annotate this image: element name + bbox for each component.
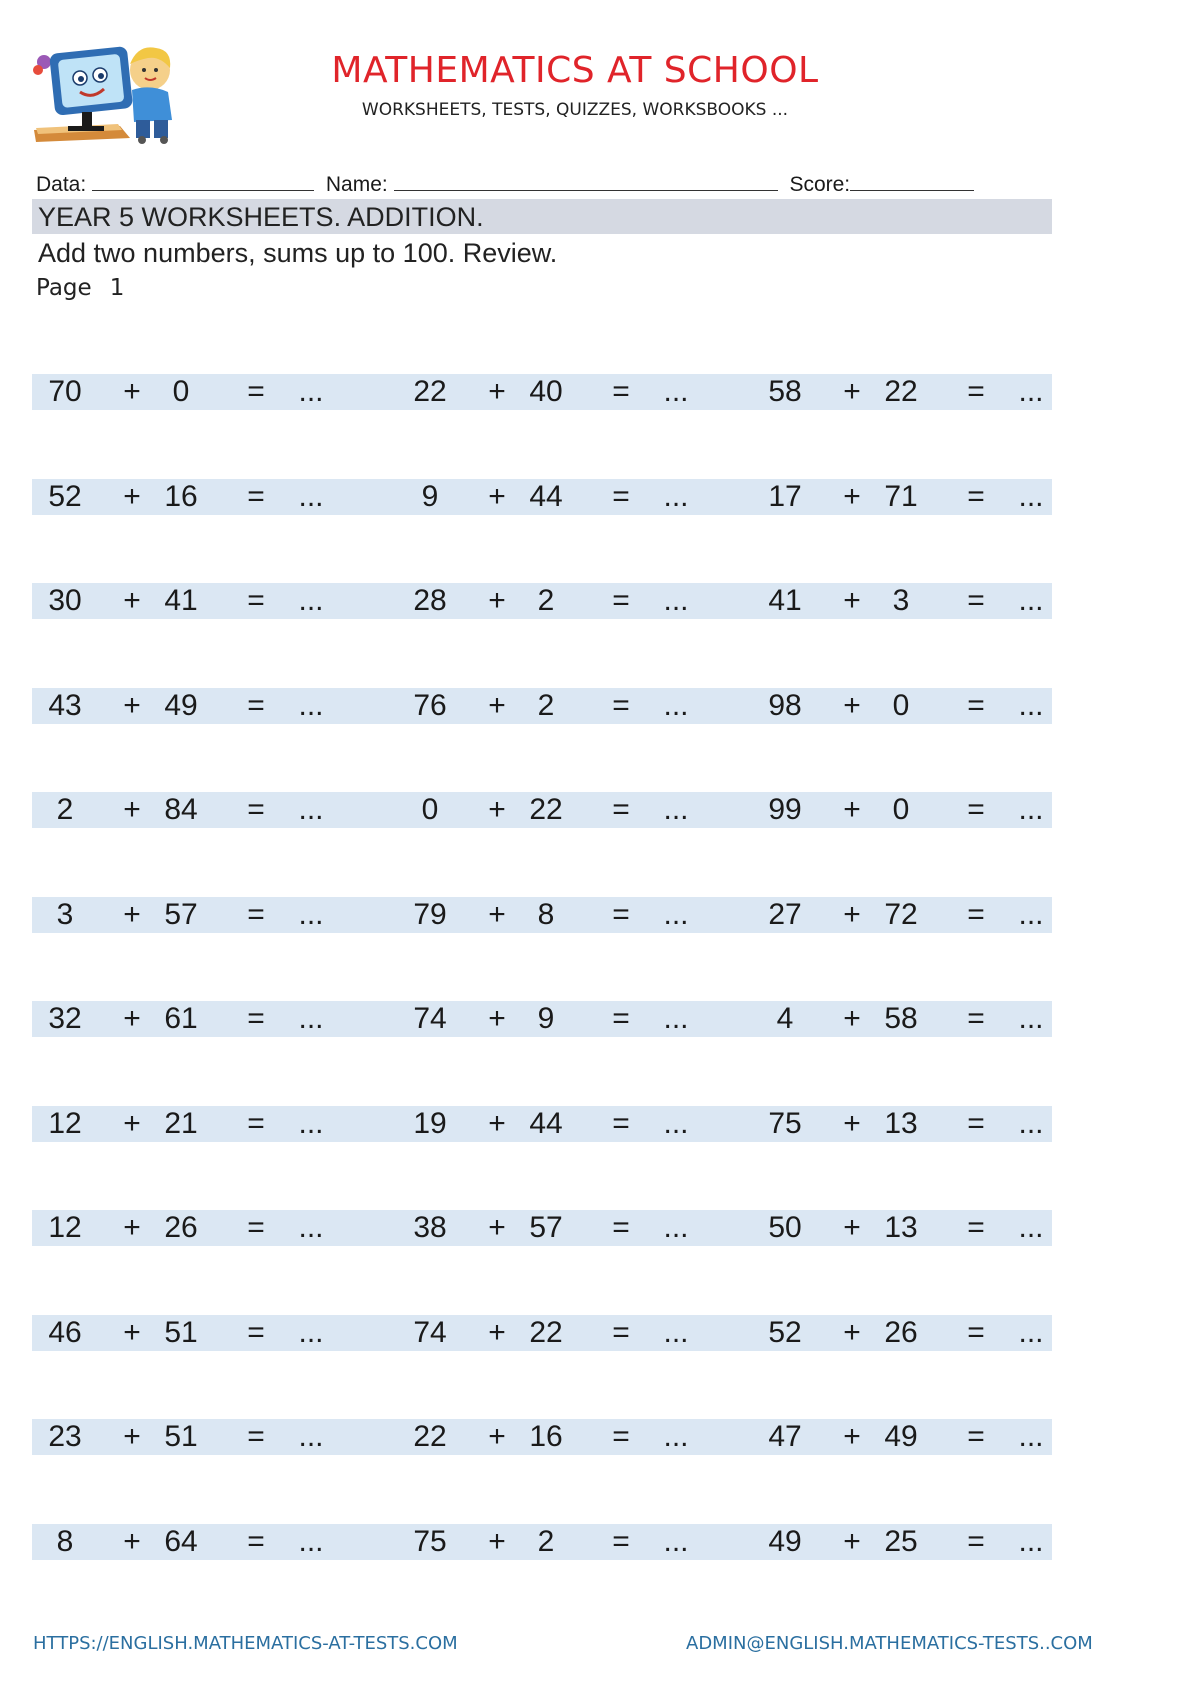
answer-blank[interactable]: ... (663, 1002, 689, 1035)
first-addend: 28 (413, 584, 447, 617)
answer-blank[interactable]: ... (298, 793, 324, 826)
plus-sign: + (123, 688, 141, 722)
plus-sign: + (843, 1524, 861, 1558)
answer-blank[interactable]: ... (1018, 688, 1044, 722)
answer-blank[interactable]: ... (663, 688, 689, 722)
second-addend: 0 (892, 688, 910, 722)
answer-blank[interactable]: ... (298, 1106, 324, 1140)
first-addend: 52 (48, 479, 82, 513)
answer-blank[interactable]: ... (298, 1211, 324, 1244)
equals-sign: = (247, 1524, 265, 1558)
score-label: Score: (789, 173, 851, 196)
plus-sign: + (488, 1106, 506, 1140)
second-addend: 44 (529, 1106, 563, 1140)
plus-sign: + (488, 1211, 506, 1244)
data-label: Data: (36, 173, 87, 196)
first-addend: 22 (413, 375, 447, 408)
first-addend: 98 (768, 688, 802, 722)
plus-sign: + (843, 688, 861, 722)
second-addend: 84 (164, 793, 198, 826)
answer-blank[interactable]: ... (1018, 1211, 1044, 1244)
equals-sign: = (967, 793, 985, 826)
first-addend: 41 (768, 584, 802, 617)
name-label: Name: (325, 173, 388, 196)
second-addend: 61 (164, 1002, 198, 1035)
first-addend: 76 (413, 688, 447, 722)
site-subtitle: WORKSHEETS, TESTS, QUIZZES, WORKSBOOKS ... (361, 100, 789, 120)
first-addend: 30 (48, 584, 82, 617)
equals-sign: = (967, 375, 985, 408)
plus-sign: + (123, 1002, 141, 1035)
first-addend: 46 (48, 1315, 82, 1349)
answer-blank[interactable]: ... (298, 897, 324, 931)
plus-sign: + (123, 1524, 141, 1558)
problem-row (32, 792, 1052, 828)
equals-sign: = (247, 375, 265, 408)
second-addend: 57 (529, 1211, 563, 1244)
equals-sign: = (612, 479, 630, 513)
second-addend: 72 (884, 897, 918, 931)
first-addend: 3 (56, 897, 74, 931)
equals-sign: = (247, 479, 265, 513)
plus-sign: + (488, 688, 506, 722)
first-addend: 12 (48, 1106, 82, 1140)
first-addend: 74 (413, 1315, 447, 1349)
equals-sign: = (612, 688, 630, 722)
second-addend: 22 (529, 793, 563, 826)
answer-blank[interactable]: ... (663, 1420, 689, 1453)
first-addend: 47 (768, 1420, 802, 1453)
first-addend: 17 (768, 479, 802, 513)
name-blank[interactable] (394, 170, 778, 191)
second-addend: 16 (164, 479, 198, 513)
answer-blank[interactable]: ... (663, 1211, 689, 1244)
answer-blank[interactable]: ... (1018, 1002, 1044, 1035)
plus-sign: + (123, 1211, 141, 1244)
answer-blank[interactable]: ... (663, 584, 689, 617)
score-blank[interactable] (850, 170, 974, 191)
second-addend: 22 (884, 375, 918, 408)
equals-sign: = (612, 1106, 630, 1140)
data-blank[interactable] (92, 170, 314, 191)
first-addend: 12 (48, 1211, 82, 1244)
equals-sign: = (967, 688, 985, 722)
problem-row (32, 479, 1052, 515)
first-addend: 49 (768, 1524, 802, 1558)
second-addend: 57 (164, 897, 198, 931)
equals-sign: = (967, 1420, 985, 1453)
footer-website[interactable]: HTTPS://ENGLISH.MATHEMATICS-AT-TESTS.COM (33, 1633, 458, 1654)
answer-blank[interactable]: ... (1018, 1420, 1044, 1453)
plus-sign: + (843, 897, 861, 931)
equals-sign: = (967, 584, 985, 617)
plus-sign: + (123, 1315, 141, 1349)
first-addend: 75 (768, 1106, 802, 1140)
equals-sign: = (612, 1211, 630, 1244)
plus-sign: + (488, 793, 506, 826)
equals-sign: = (612, 793, 630, 826)
page-number: 1 (109, 275, 125, 301)
answer-blank[interactable]: ... (1018, 1524, 1044, 1558)
plus-sign: + (843, 793, 861, 826)
plus-sign: + (123, 375, 141, 408)
answer-blank[interactable]: ... (663, 1524, 689, 1558)
plus-sign: + (488, 1002, 506, 1035)
worksheet-heading: YEAR 5 WORKSHEETS. ADDITION. (38, 202, 484, 232)
plus-sign: + (843, 375, 861, 408)
first-addend: 0 (421, 793, 439, 826)
equals-sign: = (612, 584, 630, 617)
second-addend: 13 (884, 1211, 918, 1244)
second-addend: 13 (884, 1106, 918, 1140)
equals-sign: = (967, 897, 985, 931)
answer-blank[interactable]: ... (1018, 1106, 1044, 1140)
second-addend: 49 (884, 1420, 918, 1453)
second-addend: 25 (884, 1524, 918, 1558)
answer-blank[interactable]: ... (1018, 584, 1044, 617)
answer-blank[interactable]: ... (1018, 375, 1044, 408)
first-addend: 74 (413, 1002, 447, 1035)
first-addend: 32 (48, 1002, 82, 1035)
second-addend: 40 (529, 375, 563, 408)
equals-sign: = (967, 479, 985, 513)
equals-sign: = (247, 897, 265, 931)
problem-row (32, 1001, 1052, 1037)
second-addend: 22 (529, 1315, 563, 1349)
first-addend: 50 (768, 1211, 802, 1244)
answer-blank[interactable]: ... (298, 1002, 324, 1035)
equals-sign: = (967, 1211, 985, 1244)
second-addend: 0 (172, 375, 190, 408)
equals-sign: = (247, 584, 265, 617)
second-addend: 8 (537, 897, 555, 931)
first-addend: 23 (48, 1420, 82, 1453)
equals-sign: = (247, 1211, 265, 1244)
equals-sign: = (247, 1106, 265, 1140)
first-addend: 4 (776, 1002, 794, 1035)
answer-blank[interactable]: ... (1018, 897, 1044, 931)
worksheet-instruction: Add two numbers, sums up to 100. Review. (38, 238, 558, 268)
problem-row (32, 897, 1052, 933)
second-addend: 49 (164, 688, 198, 722)
plus-sign: + (843, 1002, 861, 1035)
first-addend: 27 (768, 897, 802, 931)
answer-blank[interactable]: ... (298, 1524, 324, 1558)
answer-blank[interactable]: ... (663, 793, 689, 826)
page-label-text: Page (36, 275, 92, 301)
equals-sign: = (247, 688, 265, 722)
second-addend: 0 (892, 793, 910, 826)
answer-blank[interactable]: ... (298, 1420, 324, 1453)
second-addend: 21 (164, 1106, 198, 1140)
first-addend: 2 (56, 793, 74, 826)
equals-sign: = (967, 1002, 985, 1035)
answer-blank[interactable]: ... (663, 1315, 689, 1349)
plus-sign: + (843, 1420, 861, 1453)
answer-blank[interactable]: ... (663, 897, 689, 931)
answer-blank[interactable]: ... (663, 375, 689, 408)
footer-email[interactable]: ADMIN@ENGLISH.MATHEMATICS-TESTS..COM (686, 1633, 1093, 1654)
first-addend: 22 (413, 1420, 447, 1453)
first-addend: 8 (56, 1524, 74, 1558)
first-addend: 43 (48, 688, 82, 722)
equals-sign: = (967, 1315, 985, 1349)
equals-sign: = (247, 1315, 265, 1349)
answer-blank[interactable]: ... (298, 375, 324, 408)
equals-sign: = (612, 1524, 630, 1558)
plus-sign: + (488, 897, 506, 931)
plus-sign: + (843, 584, 861, 617)
second-addend: 2 (537, 1524, 555, 1558)
plus-sign: + (488, 584, 506, 617)
plus-sign: + (123, 793, 141, 826)
answer-blank[interactable]: ... (298, 688, 324, 722)
plus-sign: + (123, 1420, 141, 1453)
problem-row (32, 688, 1052, 724)
first-addend: 99 (768, 793, 802, 826)
problem-row (32, 1524, 1052, 1560)
second-addend: 16 (529, 1420, 563, 1453)
answer-blank[interactable]: ... (298, 1315, 324, 1349)
answer-blank[interactable]: ... (663, 1106, 689, 1140)
first-addend: 70 (48, 375, 82, 408)
answer-blank[interactable]: ... (1018, 479, 1044, 513)
second-addend: 51 (164, 1315, 198, 1349)
plus-sign: + (123, 1106, 141, 1140)
first-addend: 58 (768, 375, 802, 408)
plus-sign: + (488, 375, 506, 408)
plus-sign: + (843, 1106, 861, 1140)
first-addend: 79 (413, 897, 447, 931)
plus-sign: + (488, 1524, 506, 1558)
equals-sign: = (612, 375, 630, 408)
second-addend: 2 (537, 688, 555, 722)
equals-sign: = (967, 1524, 985, 1558)
page-indicator (36, 275, 124, 301)
equals-sign: = (967, 1106, 985, 1140)
problem-row (32, 1419, 1052, 1455)
second-addend: 9 (537, 1002, 555, 1035)
plus-sign: + (843, 1211, 861, 1244)
student-info-line (36, 170, 980, 197)
problem-row (32, 1106, 1052, 1142)
answer-blank[interactable]: ... (298, 479, 324, 513)
equals-sign: = (247, 1002, 265, 1035)
second-addend: 41 (164, 584, 198, 617)
answer-blank[interactable]: ... (663, 479, 689, 513)
answer-blank[interactable]: ... (298, 584, 324, 617)
second-addend: 58 (884, 1002, 918, 1035)
site-title: MATHEMATICS AT SCHOOL (331, 50, 819, 91)
second-addend: 2 (537, 584, 555, 617)
plus-sign: + (488, 1420, 506, 1453)
first-addend: 38 (413, 1211, 447, 1244)
answer-blank[interactable]: ... (1018, 793, 1044, 826)
plus-sign: + (123, 897, 141, 931)
equals-sign: = (247, 1420, 265, 1453)
plus-sign: + (488, 479, 506, 513)
plus-sign: + (843, 1315, 861, 1349)
equals-sign: = (612, 1420, 630, 1453)
second-addend: 64 (164, 1524, 198, 1558)
problem-row (32, 1315, 1052, 1351)
problem-row (32, 1210, 1052, 1246)
first-addend: 9 (421, 479, 439, 513)
second-addend: 26 (884, 1315, 918, 1349)
plus-sign: + (488, 1315, 506, 1349)
problem-row (32, 583, 1052, 619)
plus-sign: + (123, 584, 141, 617)
equals-sign: = (612, 1002, 630, 1035)
equals-sign: = (247, 793, 265, 826)
first-addend: 19 (413, 1106, 447, 1140)
plus-sign: + (123, 479, 141, 513)
second-addend: 71 (884, 479, 918, 513)
plus-sign: + (843, 479, 861, 513)
first-addend: 52 (768, 1315, 802, 1349)
second-addend: 26 (164, 1211, 198, 1244)
equals-sign: = (612, 897, 630, 931)
second-addend: 3 (892, 584, 910, 617)
problem-row (32, 374, 1052, 410)
equals-sign: = (612, 1315, 630, 1349)
second-addend: 44 (529, 479, 563, 513)
first-addend: 75 (413, 1524, 447, 1558)
second-addend: 51 (164, 1420, 198, 1453)
answer-blank[interactable]: ... (1018, 1315, 1044, 1349)
